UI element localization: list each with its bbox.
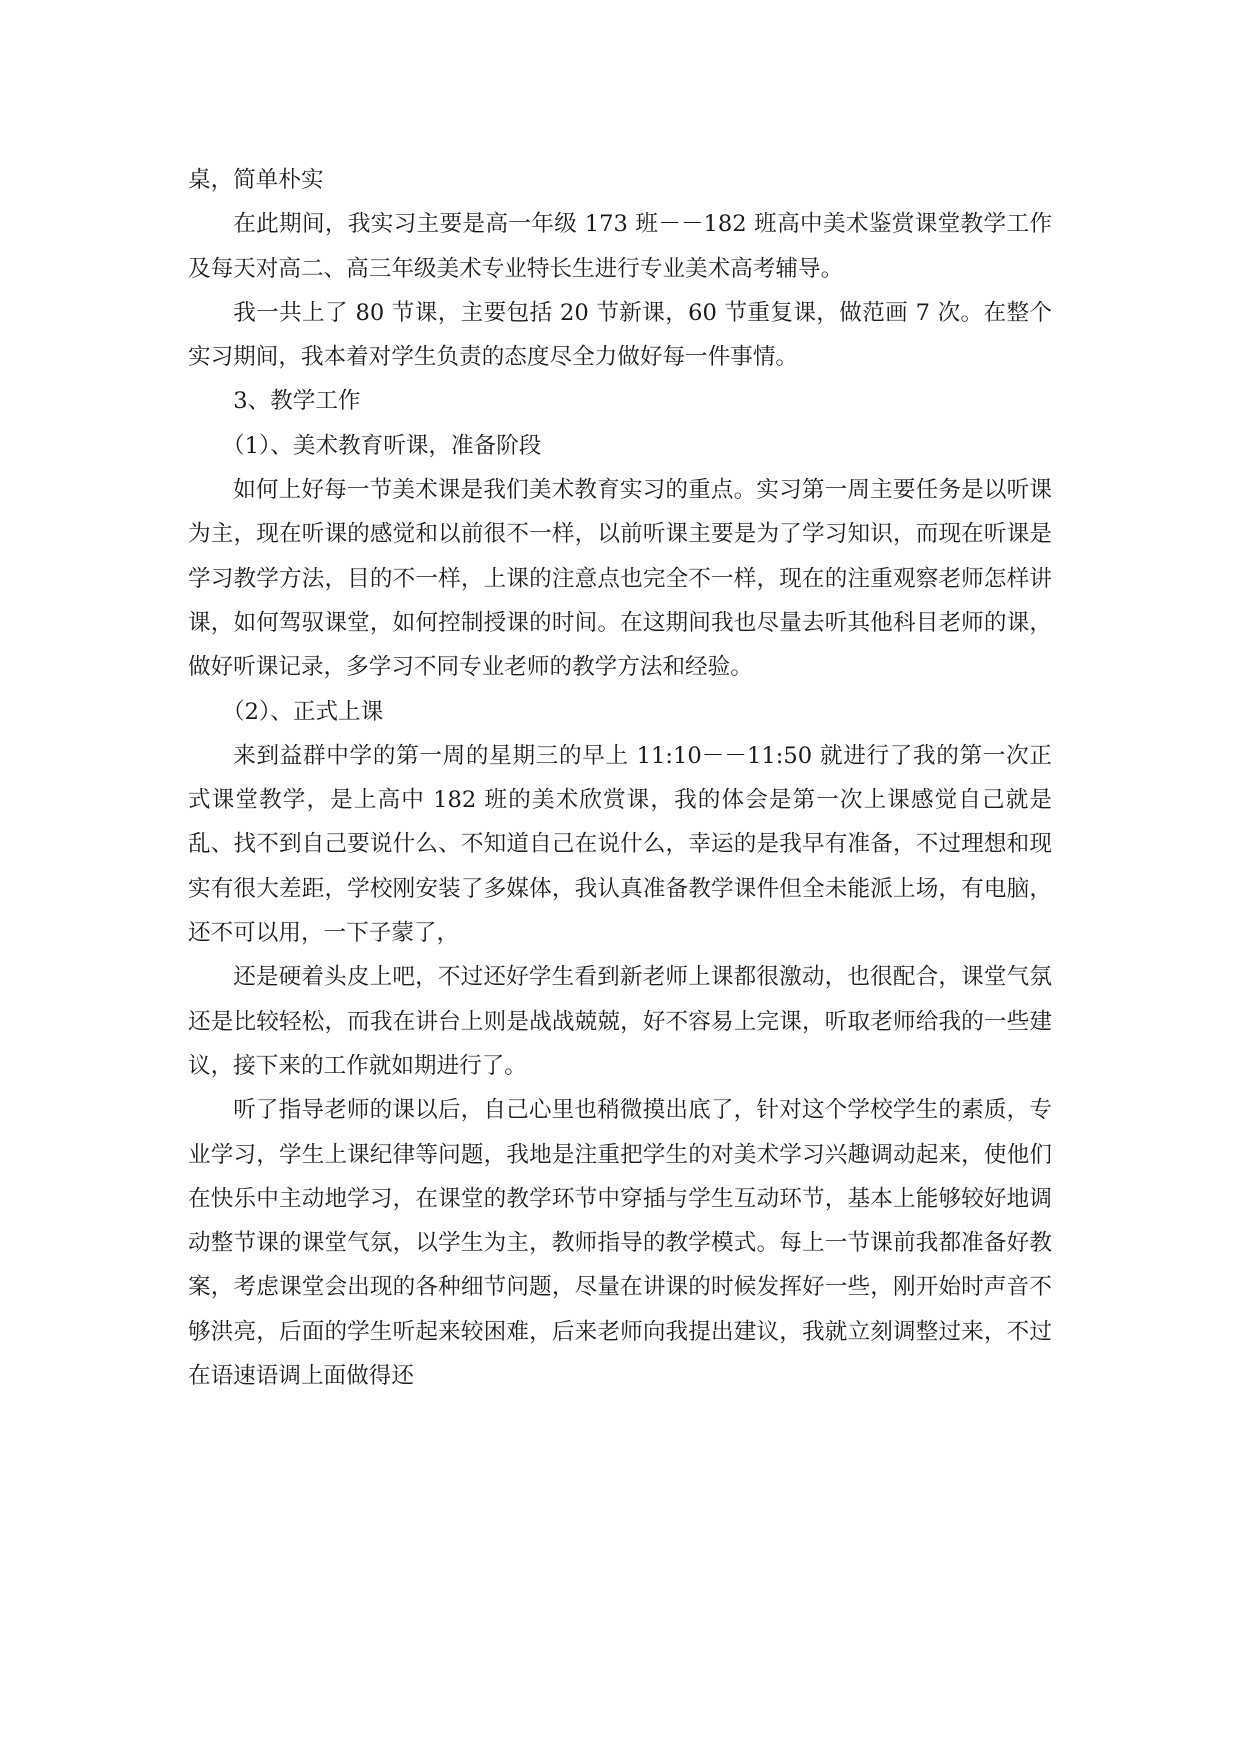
subheading-observation-stage: （1）、美术教育听课，准备阶段 [222, 432, 542, 459]
paragraph-reflection: 听了指导老师的课以后，自己心里也稍微摸出底了，针对这个学校学生的素质，专业学习，学生上课纪律等问题，我地是注重把学生的对美术学习兴趣调动起来，使他们在快乐中主动地学习，在课堂的教学环节中穿插与学生互动环节，基本上能够较好地调动整节课的课堂气氛，以学生为主，教师指导的教学模式。每上一节课前我都准备好教案，考虑课堂会出现的各种细节问题，尽量在讲课的时候发挥好一些，刚开始时声音不够洪亮，后面的学生听起来较困难，后来老师向我提出建议，我就立刻调整过来，不过在语速语调上面做得还 [188, 1097, 1052, 1390]
paragraph-first-lesson: 来到益群中学的第一周的星期三的早上 11:10－－11:50 就进行了我的第一次正式课堂教学，是上高中 182 班的美术欣赏课，我的体会是第一次上课感觉自己就是乱、找不到自己要说什么、不知道自己在说什么，幸运的是我早有准备，不过理想和现实有很大差距，学校刚安装了多媒体，我认真准备教学课件但全未能派上场，有电脑，还不可以用，一下子蒙了， [188, 742, 1052, 947]
paragraph-continuation: 桌，简单朴实 [188, 167, 324, 193]
subheading-formal-teaching: （2）、正式上课 [222, 698, 384, 725]
section-heading-teaching-work: 3、教学工作 [233, 388, 361, 415]
paragraph-lesson-count: 我一共上了 80 节课，主要包括 20 节新课，60 节重复课，做范画 7 次。在整个实习期间，我本着对学生负责的态度尽全力做好每一件事情。 [188, 299, 1052, 371]
paragraph-internship-scope: 在此期间，我实习主要是高一年级 173 班－－182 班高中美术鉴赏课堂教学工作及每天对高二、高三年级美术专业特长生进行专业美术高考辅导。 [188, 211, 1052, 282]
document-body [188, 158, 1052, 1398]
paragraph-observation: 如何上好每一节美术课是我们美术教育实习的重点。实习第一周主要任务是以听课为主，现在听课的感觉和以前很不一样，以前听课主要是为了学习知识，而现在听课是学习教学方法，目的不一样，上课的注意点也完全不一样，现在的注重观察老师怎样讲课，如何驾驭课堂，如何控制授课的时间。在这期间我也尽量去听其他科目老师的课，做好听课记录，多学习不同专业老师的教学方法和经验。 [188, 477, 1052, 681]
paragraph-class-atmosphere: 还是硬着头皮上吧，不过还好学生看到新老师上课都很激动，也很配合，课堂气氛还是比较轻松，而我在讲台上则是战战兢兢，好不容易上完课，听取老师给我的一些建议，接下来的工作就如期进行了。 [188, 964, 1052, 1079]
